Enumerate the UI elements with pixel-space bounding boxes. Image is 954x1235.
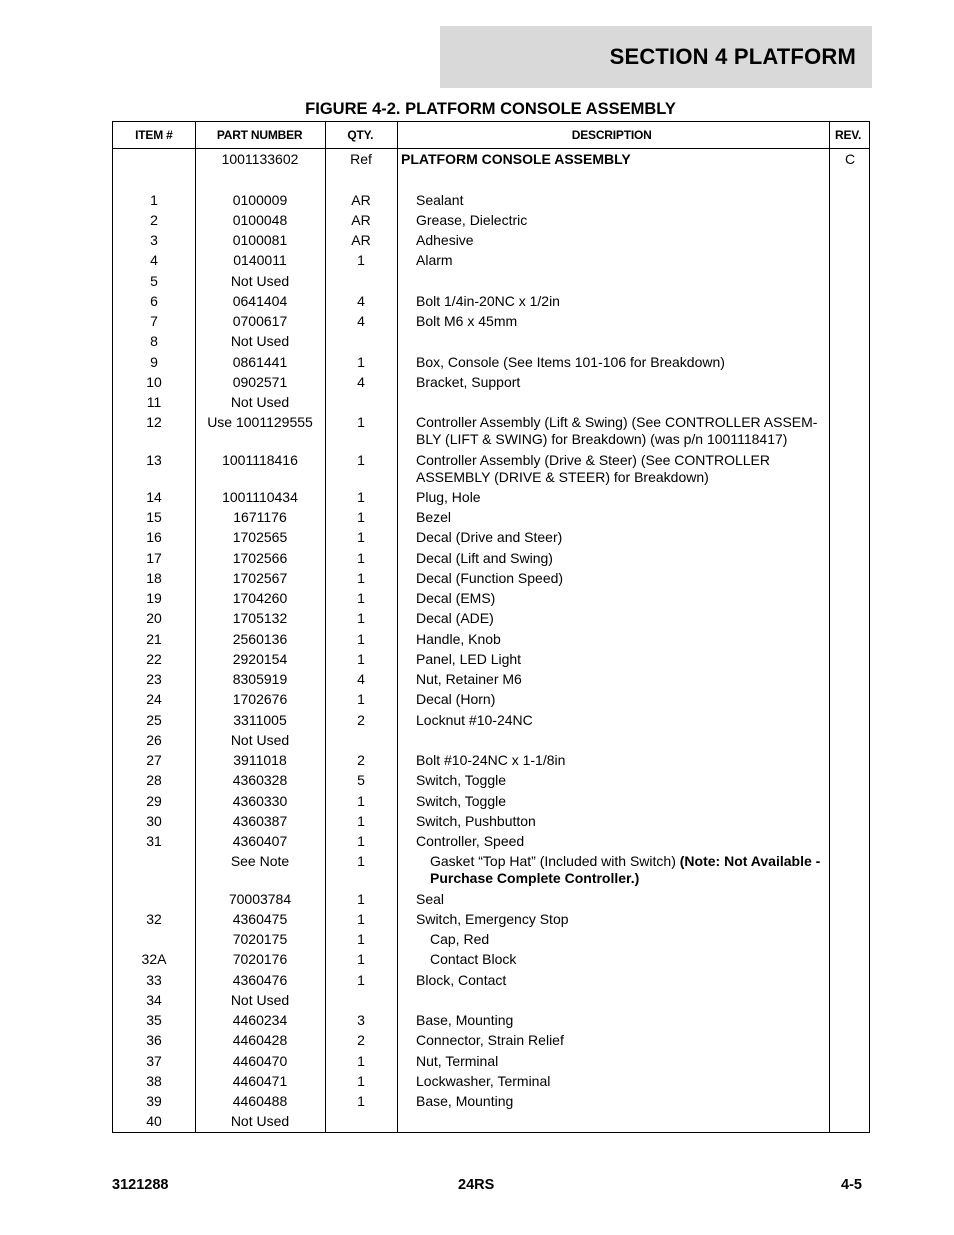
description-text: Grease, Dielectric bbox=[416, 211, 528, 228]
item-number: 21 bbox=[146, 630, 162, 647]
description bbox=[416, 232, 826, 249]
part-number: 7020175 bbox=[232, 931, 288, 947]
item-number: 7 bbox=[150, 313, 158, 329]
part-number: 4460234 bbox=[232, 1012, 288, 1028]
quantity: AR bbox=[351, 232, 371, 248]
item-number: 22 bbox=[146, 650, 162, 667]
item-number: 14 bbox=[146, 488, 162, 505]
item-number: 31 bbox=[146, 833, 162, 849]
part-number: 0641404 bbox=[232, 292, 288, 309]
quantity: AR bbox=[351, 211, 371, 228]
part-number: Use 1001129555 bbox=[207, 414, 313, 431]
description-text: Decal (Horn) bbox=[416, 691, 496, 708]
item-number: 13 bbox=[146, 451, 162, 468]
description bbox=[416, 793, 826, 810]
description-text: Decal (EMS) bbox=[416, 590, 496, 606]
description bbox=[416, 752, 826, 769]
description-text: Box, Console (See Items 101-106 for Breakdown) bbox=[416, 353, 725, 370]
quantity: 1 bbox=[357, 1052, 365, 1069]
description-note: (Note: Not Available - bbox=[679, 853, 821, 870]
description-text: Bezel bbox=[416, 509, 452, 525]
quantity: 2 bbox=[357, 1032, 365, 1049]
item-number: 38 bbox=[146, 1072, 162, 1089]
description bbox=[416, 252, 826, 269]
description bbox=[416, 212, 826, 229]
description-continued: Purchase Complete Controller.) bbox=[430, 870, 640, 887]
description bbox=[416, 651, 826, 668]
item-number: 33 bbox=[146, 971, 162, 988]
item-number: 11 bbox=[146, 394, 162, 410]
part-number: See Note bbox=[230, 853, 290, 870]
quantity: Ref bbox=[350, 151, 372, 167]
quantity: 1 bbox=[357, 691, 365, 708]
quantity: 3 bbox=[357, 1012, 365, 1028]
description-text: Locknut #10-24NC bbox=[416, 711, 533, 728]
item-number: 36 bbox=[146, 1032, 162, 1049]
description-text: Nut, Terminal bbox=[416, 1052, 499, 1069]
part-number: 70003784 bbox=[228, 890, 292, 907]
part-number: 1702676 bbox=[232, 691, 288, 708]
description bbox=[430, 853, 830, 887]
part-number: 0902571 bbox=[232, 373, 288, 390]
description bbox=[416, 1032, 826, 1049]
part-number: 8305919 bbox=[232, 671, 288, 687]
item-number: 15 bbox=[146, 509, 162, 525]
description bbox=[416, 570, 826, 587]
header-item: ITEM # bbox=[135, 128, 173, 142]
description bbox=[416, 833, 826, 850]
part-number: Not Used bbox=[230, 991, 290, 1008]
item-number: 20 bbox=[146, 610, 162, 627]
item-number: 2 bbox=[150, 211, 158, 228]
quantity: 1 bbox=[357, 353, 365, 370]
item-number: 12 bbox=[146, 414, 162, 431]
description-text: Controller Assembly (Drive & Steer) (See CONTROLLER bbox=[416, 451, 770, 468]
header-rev: REV. bbox=[835, 128, 862, 142]
description-text: Switch, Toggle bbox=[416, 772, 507, 789]
description bbox=[416, 712, 826, 729]
description bbox=[416, 610, 826, 627]
description bbox=[430, 951, 830, 968]
quantity: 1 bbox=[357, 1093, 365, 1109]
description-text: Nut, Retainer M6 bbox=[416, 671, 522, 687]
description bbox=[416, 691, 826, 708]
item-number: 32 bbox=[146, 910, 162, 927]
part-number: Not Used bbox=[230, 731, 290, 748]
description bbox=[416, 590, 826, 607]
description-continued: ASSEMBLY (DRIVE & STEER) for Breakdown) bbox=[416, 468, 709, 485]
part-number: 1702565 bbox=[232, 529, 288, 546]
quantity: 1 bbox=[357, 853, 365, 870]
column-divider bbox=[397, 122, 398, 1132]
quantity: 5 bbox=[357, 772, 365, 789]
quantity: 1 bbox=[357, 630, 365, 647]
quantity: 1 bbox=[357, 451, 365, 468]
description-text: Decal (ADE) bbox=[416, 610, 494, 627]
part-number: Not Used bbox=[230, 1113, 290, 1130]
description-text: Handle, Knob bbox=[416, 630, 501, 647]
part-number: 0700617 bbox=[232, 313, 288, 329]
item-number: 39 bbox=[146, 1093, 162, 1109]
item-number: 32A bbox=[141, 951, 167, 968]
part-number: Not Used bbox=[230, 333, 290, 350]
description-text: Decal (Lift and Swing) bbox=[416, 549, 553, 566]
quantity: 1 bbox=[357, 951, 365, 968]
footer-doc-number: 3121288 bbox=[112, 1177, 169, 1193]
figure-title: FIGURE 4-2. PLATFORM CONSOLE ASSEMBLY bbox=[305, 100, 676, 118]
part-number: 4360330 bbox=[232, 792, 288, 809]
description-text: Controller, Speed bbox=[416, 833, 525, 849]
item-number: 17 bbox=[146, 549, 162, 566]
quantity: 1 bbox=[357, 812, 365, 829]
description-text: Bolt #10-24NC x 1-1/8in bbox=[416, 752, 566, 768]
item-number: 26 bbox=[146, 731, 162, 748]
description-text: Bracket, Support bbox=[416, 373, 521, 390]
item-number: 24 bbox=[146, 691, 162, 708]
part-number: 1671176 bbox=[233, 509, 287, 525]
quantity: AR bbox=[351, 191, 371, 208]
section-title: SECTION 4 PLATFORM bbox=[609, 44, 856, 69]
description bbox=[416, 293, 826, 310]
item-number: 30 bbox=[146, 812, 162, 829]
description-text: Bolt M6 x 45mm bbox=[416, 313, 518, 329]
part-number: 7020176 bbox=[232, 951, 288, 968]
quantity: 1 bbox=[357, 569, 365, 586]
description-text: Switch, Emergency Stop bbox=[416, 910, 569, 927]
item-number: 4 bbox=[150, 252, 158, 269]
part-number: 4360475 bbox=[232, 910, 288, 927]
header-part-number: PART NUMBER bbox=[216, 128, 303, 142]
header-description: DESCRIPTION bbox=[571, 128, 652, 142]
part-number: 1001118416 bbox=[222, 451, 298, 468]
table-header bbox=[113, 122, 869, 149]
quantity: 1 bbox=[357, 414, 365, 431]
section-header bbox=[440, 26, 872, 88]
item-number: 28 bbox=[146, 772, 162, 789]
quantity: 1 bbox=[357, 610, 365, 627]
item-number: 18 bbox=[146, 569, 162, 586]
parts-table bbox=[112, 121, 870, 1133]
description bbox=[416, 529, 826, 546]
quantity: 1 bbox=[357, 650, 365, 667]
part-number: 4460488 bbox=[232, 1093, 288, 1109]
description bbox=[416, 509, 826, 526]
part-number: 4360476 bbox=[232, 971, 288, 988]
part-number: 1702566 bbox=[232, 549, 288, 566]
description-text: Decal (Function Speed) bbox=[416, 569, 564, 586]
item-number: 35 bbox=[146, 1012, 162, 1028]
description bbox=[416, 489, 826, 506]
quantity: 1 bbox=[357, 890, 365, 907]
description-text: Lockwasher, Terminal bbox=[416, 1072, 551, 1089]
part-number: 0861441 bbox=[232, 353, 288, 370]
description bbox=[416, 414, 826, 448]
description-text: Plug, Hole bbox=[416, 488, 481, 505]
quantity: 1 bbox=[357, 488, 365, 505]
description bbox=[416, 1012, 826, 1029]
description bbox=[416, 550, 826, 567]
part-number: 3311005 bbox=[233, 711, 287, 728]
description bbox=[430, 931, 830, 948]
description-text: Base, Mounting bbox=[416, 1093, 514, 1109]
header-qty: QTY. bbox=[347, 128, 374, 142]
part-number: 1001133602 bbox=[221, 151, 299, 167]
description bbox=[416, 772, 826, 789]
description bbox=[416, 452, 826, 486]
description-text: Alarm bbox=[416, 252, 453, 269]
description bbox=[416, 313, 826, 330]
revision: C bbox=[844, 151, 856, 167]
quantity: 1 bbox=[357, 252, 365, 269]
description-text: Decal (Drive and Steer) bbox=[416, 529, 563, 546]
description-text: PLATFORM CONSOLE ASSEMBLY bbox=[401, 151, 631, 167]
quantity: 4 bbox=[357, 313, 365, 329]
description bbox=[416, 192, 826, 209]
description bbox=[416, 911, 826, 928]
description-text: Bolt 1/4in-20NC x 1/2in bbox=[416, 292, 560, 309]
footer-model: 24RS bbox=[458, 1177, 495, 1193]
quantity: 1 bbox=[357, 590, 365, 606]
description-text: Gasket “Top Hat” (Included with Switch) bbox=[430, 853, 680, 870]
description bbox=[416, 1053, 826, 1070]
part-number: 4460470 bbox=[232, 1052, 288, 1069]
quantity: 2 bbox=[357, 711, 365, 728]
description-text: Connector, Strain Relief bbox=[416, 1032, 564, 1049]
part-number: 4460471 bbox=[232, 1072, 288, 1089]
description bbox=[416, 1073, 826, 1090]
part-number: 1702567 bbox=[232, 569, 288, 586]
item-number: 29 bbox=[146, 792, 162, 809]
description bbox=[416, 891, 826, 908]
quantity: 1 bbox=[357, 931, 365, 947]
description-text: Block, Contact bbox=[416, 971, 507, 988]
description-text: Panel, LED Light bbox=[416, 650, 522, 667]
quantity: 2 bbox=[357, 752, 365, 768]
description bbox=[416, 631, 826, 648]
part-number: 1705132 bbox=[232, 610, 288, 627]
description bbox=[416, 1093, 826, 1110]
quantity: 1 bbox=[357, 509, 365, 525]
description-text: Contact Block bbox=[430, 951, 517, 968]
part-number: Not Used bbox=[230, 272, 290, 289]
part-number: 4360407 bbox=[232, 833, 288, 849]
description-text: Cap, Red bbox=[430, 931, 490, 947]
part-number: 4360328 bbox=[232, 772, 288, 789]
description-text: Sealant bbox=[416, 191, 464, 208]
item-number: 5 bbox=[150, 272, 158, 289]
description bbox=[416, 354, 826, 371]
description-text: Adhesive bbox=[416, 232, 474, 248]
part-number: 4360387 bbox=[232, 812, 288, 829]
quantity: 4 bbox=[357, 292, 365, 309]
description bbox=[416, 374, 826, 391]
description bbox=[416, 671, 826, 688]
item-number: 40 bbox=[146, 1113, 162, 1130]
description-text: Controller Assembly (Lift & Swing) (See CONTROLLER ASSEM- bbox=[416, 414, 818, 431]
item-number: 23 bbox=[146, 671, 162, 687]
part-number: 1704260 bbox=[232, 590, 288, 606]
part-number: 3911018 bbox=[233, 752, 287, 768]
quantity: 1 bbox=[357, 833, 365, 849]
item-number: 37 bbox=[146, 1052, 162, 1069]
part-number: 4460428 bbox=[232, 1032, 288, 1049]
quantity: 1 bbox=[357, 1072, 365, 1089]
item-number: 8 bbox=[150, 333, 158, 350]
item-number: 19 bbox=[146, 590, 162, 606]
part-number: 2920154 bbox=[232, 650, 288, 667]
quantity: 1 bbox=[357, 792, 365, 809]
part-number: 0100081 bbox=[232, 232, 288, 248]
quantity: 1 bbox=[357, 910, 365, 927]
description bbox=[401, 151, 811, 168]
description bbox=[416, 972, 826, 989]
part-number: Not Used bbox=[230, 394, 290, 410]
quantity: 1 bbox=[357, 971, 365, 988]
item-number: 1 bbox=[150, 191, 158, 208]
description-text: Switch, Pushbutton bbox=[416, 812, 536, 829]
part-number: 1001110434 bbox=[222, 488, 298, 505]
item-number: 9 bbox=[150, 353, 158, 370]
quantity: 4 bbox=[357, 373, 365, 390]
description-text: Switch, Toggle bbox=[416, 792, 507, 809]
part-number: 0100009 bbox=[232, 191, 288, 208]
item-number: 6 bbox=[150, 292, 158, 309]
description bbox=[416, 813, 826, 830]
quantity: 1 bbox=[357, 549, 365, 566]
description-text: Seal bbox=[416, 890, 445, 907]
description-continued: BLY (LIFT & SWING) for Breakdown) (was p/n 1001118417) bbox=[416, 431, 788, 448]
part-number: 0100048 bbox=[232, 211, 288, 228]
part-number: 2560136 bbox=[232, 630, 288, 647]
item-number: 16 bbox=[146, 529, 162, 546]
quantity: 1 bbox=[357, 529, 365, 546]
part-number: 0140011 bbox=[233, 252, 287, 269]
item-number: 27 bbox=[146, 752, 162, 768]
item-number: 25 bbox=[146, 711, 162, 728]
description-text: Base, Mounting bbox=[416, 1012, 514, 1028]
quantity: 4 bbox=[357, 671, 365, 687]
footer-page-number: 4-5 bbox=[841, 1177, 862, 1193]
column-divider bbox=[829, 122, 830, 1132]
item-number: 10 bbox=[146, 373, 162, 390]
item-number: 34 bbox=[146, 991, 162, 1008]
item-number: 3 bbox=[150, 232, 158, 248]
